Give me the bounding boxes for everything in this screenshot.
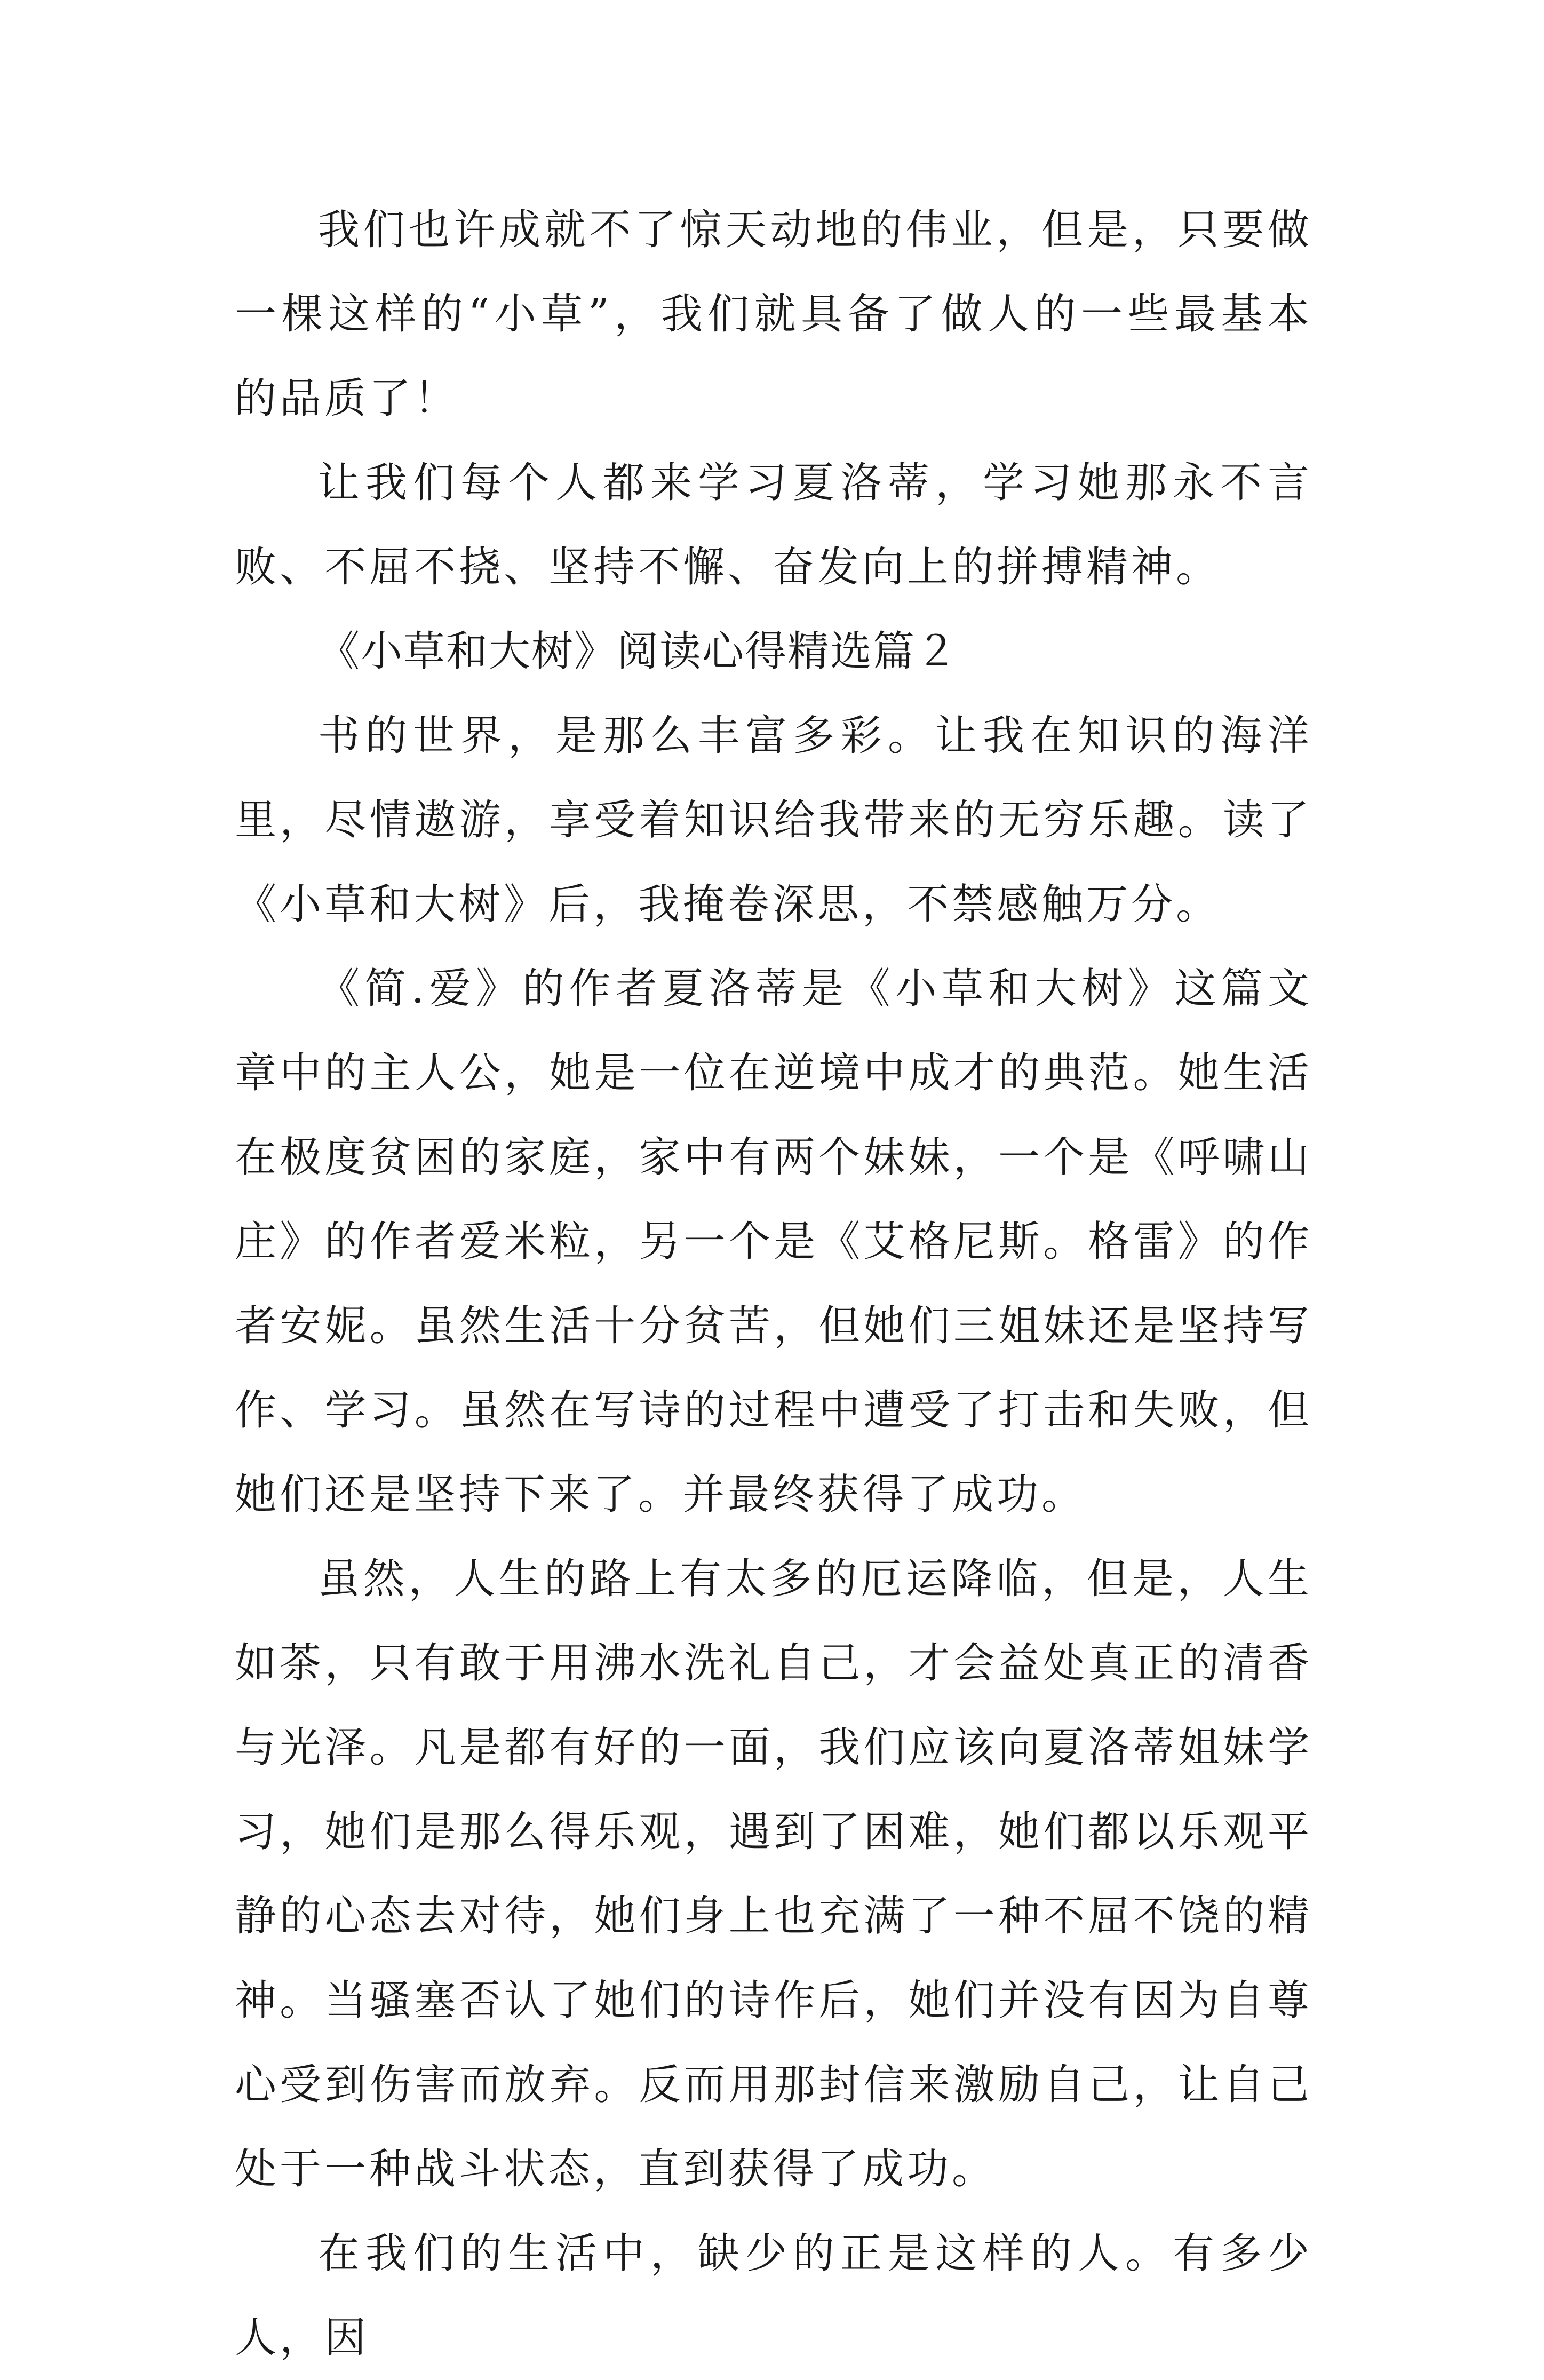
paragraph-4: 《简.爱》的作者夏洛蒂是《小草和大树》这篇文章中的主人公，她是一位在逆境中成才的典范。她生活在极度贫困的家庭，家中有两个妹妹，一个是《呼啸山庄》的作者爱米粒，另一个是《艾格尼斯。格雷》的作者安妮。虽然生活十分贫苦，但她们三姐妹还是坚持写作、学习。虽然在写诗的过程中遭受了打击和失败，但她们还是坚持下来了。并最终获得了成功。 — [235, 965, 1312, 1519]
paragraph-2: 让我们每个人都来学习夏洛蒂，学习她那永不言败、不屈不挠、坚持不懈、奋发向上的拼搏精神。 — [235, 459, 1312, 591]
section-heading: 《小草和大树》阅读心得精选篇２ — [318, 628, 959, 676]
paragraph-3: 书的世界，是那么丰富多彩。让我在知识的海洋里，尽情遨游，享受着知识给我带来的无穷乐趣。读了《小草和大树》后，我掩卷深思，不禁感触万分。 — [235, 712, 1312, 929]
paragraph-6: 在我们的生活中，缺少的正是这样的人。有多少人，因 — [235, 2230, 1312, 2362]
document-body — [235, 188, 1312, 2380]
paragraph-5: 虽然，人生的路上有太多的厄运降临，但是，人生如茶，只有敢于用沸水洗礼自己，才会益处真正的清香与光泽。凡是都有好的一面，我们应该向夏洛蒂姐妹学习，她们是那么得乐观，遇到了困难，她们都以乐观平静的心态去对待，她们身上也充满了一种不屈不饶的精神。当骚塞否认了她们的诗作后，她们并没有因为自尊心受到伤害而放弃。反而用那封信来激励自己，让自己处于一种战斗状态，直到获得了成功。 — [235, 1555, 1312, 2193]
paragraph-1: 我们也许成就不了惊天动地的伟业，但是，只要做一棵这样的“小草”，我们就具备了做人的一些最基本的品质了！ — [235, 206, 1312, 423]
